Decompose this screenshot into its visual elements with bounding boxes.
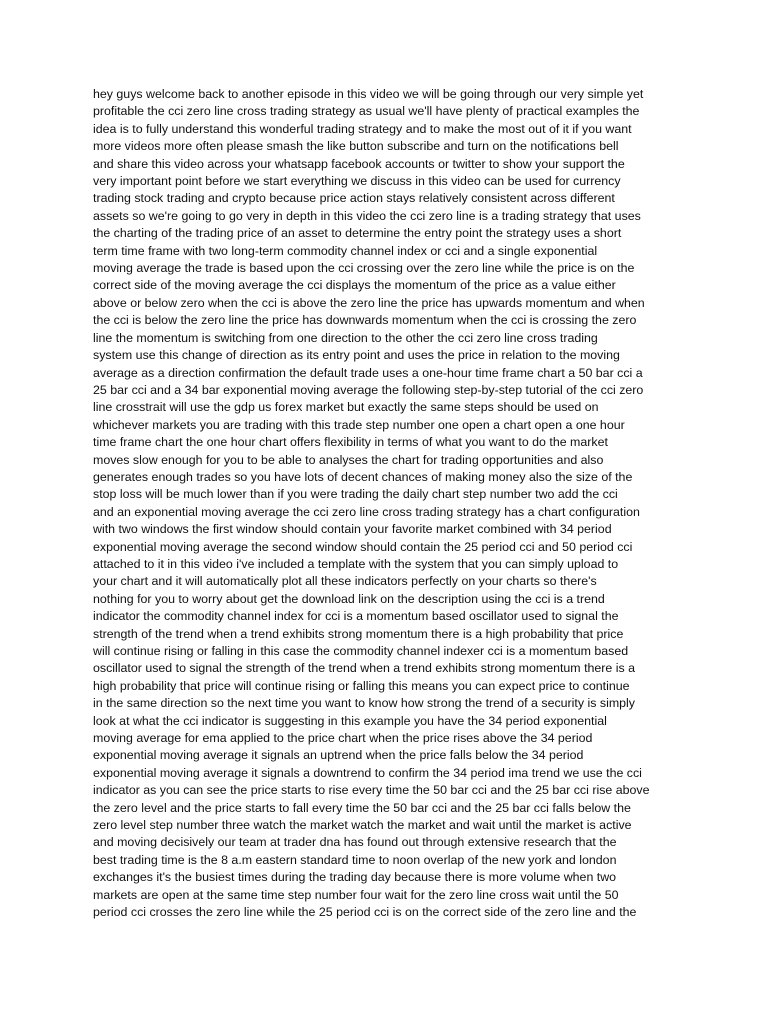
text-line: system use this change of direction as its entry point and uses the price in relation to the moving <box>93 348 620 363</box>
text-line: oscillator used to signal the strength of the trend when a trend exhibits strong momentum there is a <box>93 661 636 676</box>
text-line: your chart and it will automatically plot all these indicators perfectly on your charts so there's <box>93 574 597 589</box>
text-line: indicator the commodity channel index for cci is a momentum based oscillator used to signal the <box>93 609 619 624</box>
text-line: markets are open at the same time step number four wait for the zero line cross wait until the 50 <box>93 887 619 902</box>
text-line: moving average for ema applied to the price chart when the price rises above the 34 period <box>93 731 593 746</box>
text-line: nothing for you to worry about get the download link on the description using the cci is a trend <box>93 591 605 606</box>
text-line: generates enough trades so you have lots of decent chances of making money also the size of the <box>93 469 633 484</box>
text-line: line crosstrait will use the gdp us forex market but exactly the same steps should be used on <box>93 400 599 415</box>
text-line: idea is to fully understand this wonderful trading strategy and to make the most out of it if you want <box>93 121 632 136</box>
text-line: more videos more often please smash the like button subscribe and turn on the notifications bell <box>93 139 619 154</box>
text-line: correct side of the moving average the cci displays the momentum of the price as a value either <box>93 278 616 293</box>
text-line: 25 bar cci and a 34 bar exponential moving average the following step-by-step tutorial of the cci zero <box>93 382 644 397</box>
text-line: exchanges it's the busiest times during the trading day because there is more volume when two <box>93 870 617 885</box>
text-line: line the momentum is switching from one direction to the other the cci zero line cross trading <box>93 330 598 345</box>
text-line: high probability that price will continue rising or falling this means you can expect price to continue <box>93 678 630 693</box>
text-line: period cci crosses the zero line while the 25 period cci is on the correct side of the zero line and the <box>93 905 637 920</box>
text-line: exponential moving average the second window should contain the 25 period cci and 50 period cci <box>93 539 633 554</box>
text-line: indicator as you can see the price starts to rise every time the 50 bar cci and the 25 bar cci rise above <box>93 783 650 798</box>
text-line: above or below zero when the cci is above the zero line the price has upwards momentum and when <box>93 295 645 310</box>
text-line: profitable the cci zero line cross trading strategy as usual we'll have plenty of practical examples the <box>93 104 640 119</box>
text-line: moves slow enough for you to be able to analyses the chart for trading opportunities and also <box>93 452 604 467</box>
text-line: in the same direction so the next time you want to know how strong the trend of a security is simply <box>93 696 636 711</box>
text-line: average as a direction confirmation the default trade uses a one-hour time frame chart a 50 bar cci a <box>93 365 643 380</box>
text-line: whichever markets you are trading with this trade step number one open a chart open a one hour <box>93 417 625 432</box>
text-line: strength of the trend when a trend exhibits strong momentum there is a high probability that price <box>93 626 624 641</box>
text-line: trading stock trading and crypto because price action stays relatively consistent across different <box>93 191 615 206</box>
text-line: will continue rising or falling in this case the commodity channel indexer cci is a momentum based <box>93 644 629 658</box>
text-line: and share this video across your whatsapp facebook accounts or twitter to show your support the <box>93 156 625 171</box>
text-line: the cci is below the zero line the price has downwards momentum when the cci is crossing the zero <box>93 313 637 328</box>
text-line: assets so we're going to go very in depth in this video the cci zero line is a trading strategy that uses <box>93 208 641 223</box>
text-line: time frame chart the one hour chart offers flexibility in terms of what you want to do the market <box>93 435 608 450</box>
transcript-text <box>93 86 693 922</box>
text-line: the zero level and the price starts to fall every time the 50 bar cci and the 25 bar cci falls below the <box>93 800 631 815</box>
text-line: stop loss will be much lower than if you were trading the daily chart step number two add the cci <box>93 487 618 502</box>
text-line: zero level step number three watch the market watch the market and wait until the market is active <box>93 818 632 833</box>
text-line: term time frame with two long-term commodity channel index or cci and a single exponential <box>93 243 598 258</box>
text-line: moving average the trade is based upon the cci crossing over the zero line while the price is on the <box>93 261 635 276</box>
text-line: very important point before we start everything we discuss in this video can be used for currency <box>93 174 621 189</box>
text-line: attached to it in this video i've included a template with the system that you can simply upload to <box>93 556 619 571</box>
text-line: and an exponential moving average the cci zero line cross trading strategy has a chart configuration <box>93 504 640 519</box>
text-line: with two windows the first window should contain your favorite market combined with 34 period <box>93 522 612 537</box>
text-line: look at what the cci indicator is suggesting in this example you have the 34 period exponential <box>93 713 607 728</box>
text-line: hey guys welcome back to another episode in this video we will be going through our very simple yet <box>93 87 644 101</box>
text-line: exponential moving average it signals a downtrend to confirm the 34 period ima trend we use the cci <box>93 765 642 780</box>
text-line: exponential moving average it signals an uptrend when the price falls below the 34 period <box>93 748 584 763</box>
text-line: the charting of the trading price of an asset to determine the entry point the strategy uses a short <box>93 226 622 241</box>
text-line: best trading time is the 8 a.m eastern standard time to noon overlap of the new york and london <box>93 852 617 867</box>
text-line: and moving decisively our team at trader dna has found out through extensive research that the <box>93 835 617 850</box>
